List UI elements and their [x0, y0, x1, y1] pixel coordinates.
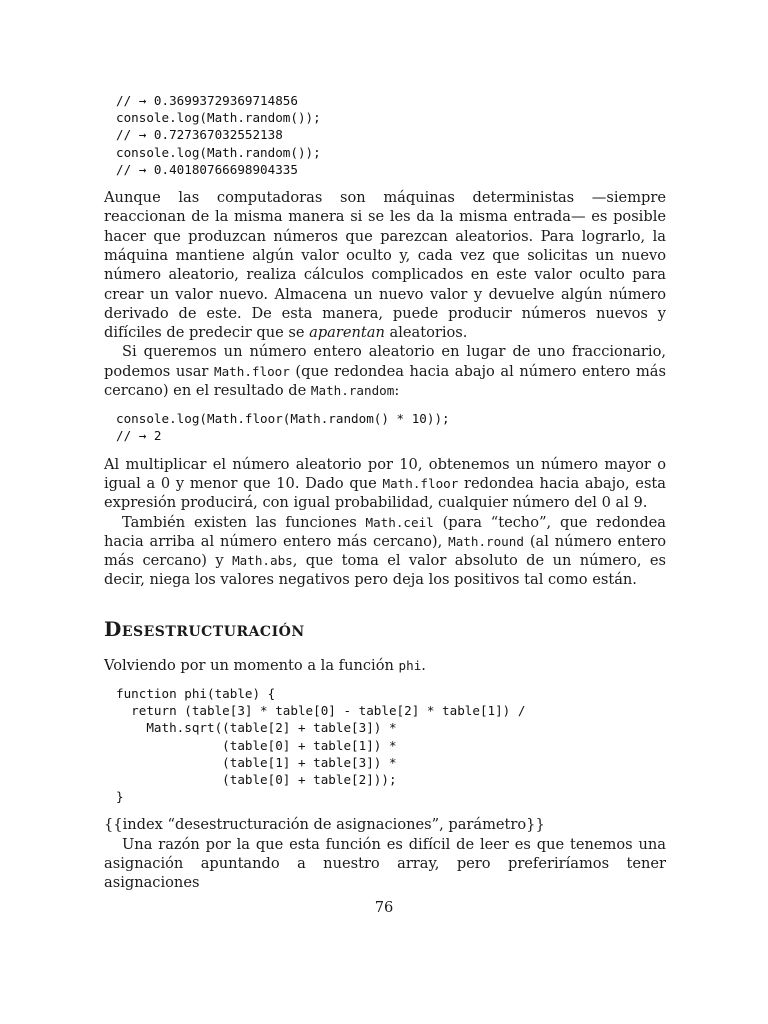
code-block-floor: console.log(Math.floor(Math.random() * 10)); // → 2	[116, 411, 450, 444]
inline-code: Math.floor	[214, 363, 290, 379]
section-heading: Desestructuración	[104, 616, 305, 641]
page-number: 76	[374, 899, 394, 916]
paragraph-math-floor	[104, 342, 666, 400]
paragraph-text: :	[394, 381, 400, 399]
paragraph-text: , que toma el valor absoluto de un número, es decir, niega los valores negativos pero deja los positivos tal como están.	[104, 552, 667, 589]
paragraph-multiply	[104, 455, 666, 513]
page-body	[104, 92, 666, 893]
paragraph-text: Aunque las computadoras son máquinas deterministas —siempre reaccionan de la misma manera si se les da la misma entrada— es posible hacer que produzcan números que parezcan aleatorios. Para lograrlo, la máquina mantiene algún valor oculto y, cada vez que solicitas un nuevo número aleatorio, realiza cálculos complicados en este valor oculto para crear un valor nuevo. Almacena un nuevo valor y devuelve algún número derivado de este. De esta manera, puede producir números nuevos y difíciles de predecir que se	[104, 189, 666, 342]
inline-code: Math.ceil	[365, 514, 434, 530]
paragraph-text: Si queremos un número entero aleatorio en lugar de uno fraccionario, podemos usar	[104, 343, 666, 380]
paragraph-text: .	[421, 656, 426, 674]
paragraph-math-functions	[104, 513, 666, 590]
paragraph-text: Al multiplicar el número aleatorio por 10, obtenemos un número mayor o igual a 0 y menor que 10. Dado que	[104, 455, 666, 492]
paragraph-text: (para “techo”, que redondea hacia arriba al número entero más cercano),	[104, 513, 666, 550]
inline-code: phi	[398, 657, 422, 673]
paragraph-phi-intro	[104, 656, 666, 675]
code-block-random: // → 0.36993729369714856 console.log(Math.random()); // → 0.727367032552138 console.log(Math.random()); // → 0.40180766698904335	[116, 93, 321, 177]
paragraph-index-marker: {{index “desestructuración de asignaciones”, parámetro}}	[104, 816, 545, 834]
paragraph-text: Volviendo por un momento a la función	[104, 656, 399, 674]
paragraph-text: (al número entero más cercano) y	[104, 532, 666, 570]
inline-code: Math.round	[448, 533, 524, 549]
emphasis-text: aparentan	[309, 324, 385, 342]
inline-code: Math.abs	[232, 553, 293, 569]
paragraph-text: (que redondea hacia abajo al número entero más cercano) en el resultado de	[104, 362, 666, 399]
paragraph-text: También existen las funciones	[122, 513, 366, 531]
inline-code: Math.random	[310, 382, 395, 398]
inline-code: Math.floor	[382, 475, 459, 491]
paragraph-deterministic	[104, 188, 666, 342]
paragraph-text-end: aleatorios.	[384, 324, 468, 342]
code-block-phi: function phi(table) { return (table[3] * table[0] - table[2] * table[1]) / Math.sqrt((table[2] + table[3]) * (table[0] + table[1]) * (table[1] + table[3]) * (table[0] + table[2])); }	[116, 686, 526, 805]
paragraph-text: redondea hacia abajo, esta expresión producirá, con igual probabilidad, cualquier número del 0 al 9.	[104, 474, 666, 512]
paragraph-destructuring-reason: Una razón por la que esta función es difícil de leer es que tenemos una asignación apuntando a nuestro array, pero preferiríamos tener asignaciones	[104, 835, 666, 892]
